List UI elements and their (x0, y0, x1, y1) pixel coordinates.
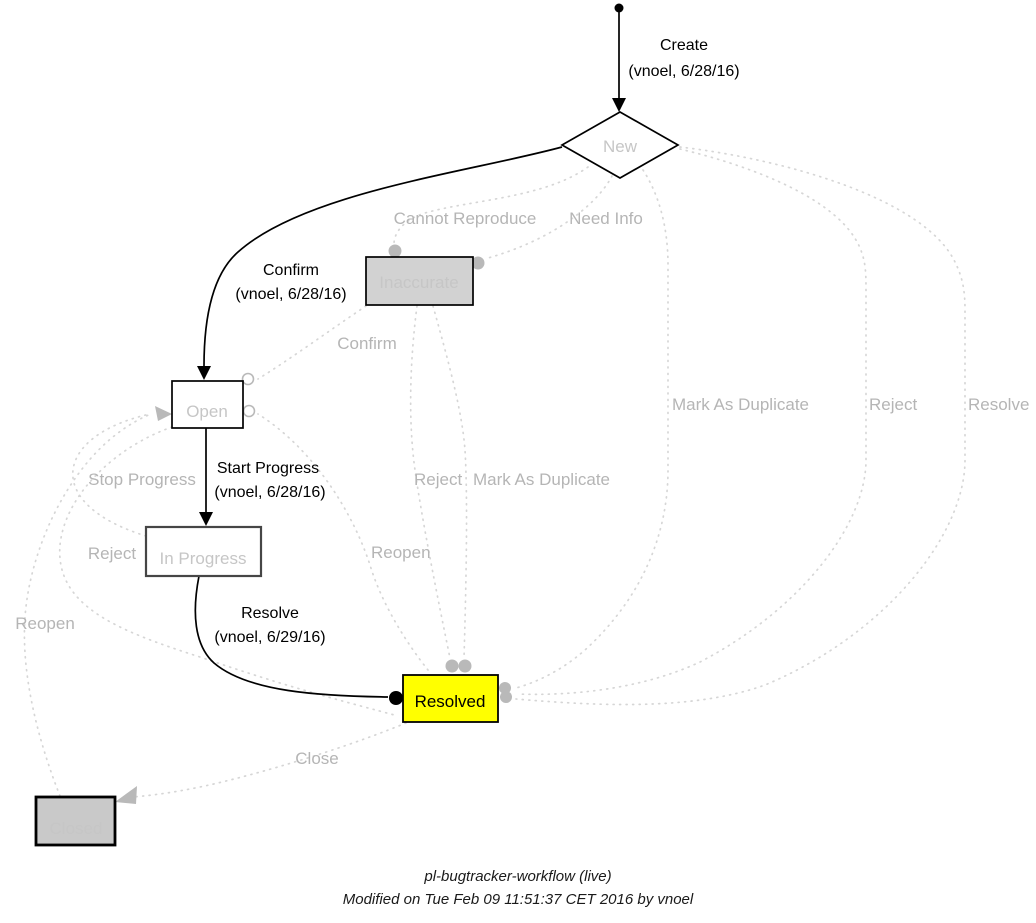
dot-arrowhead-resolve-done (389, 691, 403, 705)
label-reopen-left: Reopen (15, 614, 75, 633)
label-create-attribution: (vnoel, 6/28/16) (628, 63, 740, 80)
edge-reject-from-new (517, 149, 866, 694)
label-close: Close (295, 749, 339, 768)
odot-arrowhead-open-topright (243, 374, 254, 385)
arrowhead-confirm (197, 366, 211, 380)
done-transitions (195, 4, 626, 706)
available-edge-labels (15, 209, 1029, 768)
edge-mark-as-duplicate-from-new (516, 170, 668, 688)
label-start-progress: Start Progress (216, 460, 320, 477)
node-inaccurate-label: Inaccurate (379, 273, 459, 292)
label-reject-right: Reject (869, 395, 918, 414)
label-resolve: Resolve (241, 605, 299, 622)
label-resolve-attribution: (vnoel, 6/29/16) (214, 629, 326, 646)
label-confirm-gray: Confirm (337, 334, 397, 353)
label-cannot-reproduce: Cannot Reproduce (393, 209, 537, 228)
dot-arrowhead-resolved-top-1 (446, 660, 459, 673)
node-closed-label: Closed (49, 819, 103, 838)
odot-arrowhead-open-right (244, 406, 255, 417)
arrowhead-start-progress (199, 512, 213, 526)
label-resolve-right: Resolve (968, 395, 1030, 414)
label-stop-progress: Stop Progress (88, 470, 196, 489)
dot-arrowhead-resolved-top-2 (459, 660, 472, 673)
node-open-label: Open (186, 402, 228, 421)
label-mark-as-duplicate-mid: Mark As Duplicate (473, 470, 610, 489)
edge-resolve-from-new (516, 147, 965, 705)
label-mark-as-duplicate-right: Mark As Duplicate (672, 395, 809, 414)
label-need-info: Need Info (569, 209, 643, 228)
label-confirm: Confirm (262, 262, 320, 279)
footer-modified-line: Modified on Tue Feb 09 11:51:37 CET 2016 by vnoel (342, 891, 694, 908)
arrowhead-create (612, 98, 626, 112)
done-edge-labels (214, 37, 739, 646)
label-create: Create (659, 37, 709, 54)
node-new-label: New (602, 137, 638, 156)
triangle-arrowhead-open-left (155, 406, 172, 421)
dot-arrowhead-inaccurate-top (389, 245, 402, 258)
node-in-progress-label: In Progress (159, 549, 247, 568)
label-reject-left: Reject (87, 544, 137, 563)
label-reopen-mid: Reopen (371, 543, 431, 562)
dot-arrowhead-resolved-right-2 (500, 691, 512, 703)
triangle-arrowhead-closed (115, 786, 137, 804)
label-start-progress-attribution: (vnoel, 6/28/16) (214, 484, 326, 501)
footer-caption (343, 868, 694, 908)
node-resolved-label: Resolved (414, 692, 486, 711)
edge-close (132, 723, 406, 797)
start-dot (615, 4, 624, 13)
label-confirm-attribution: (vnoel, 6/28/16) (235, 286, 347, 303)
footer-title: pl-bugtracker-workflow (live) (424, 868, 612, 885)
label-reject-mid: Reject (414, 470, 463, 489)
